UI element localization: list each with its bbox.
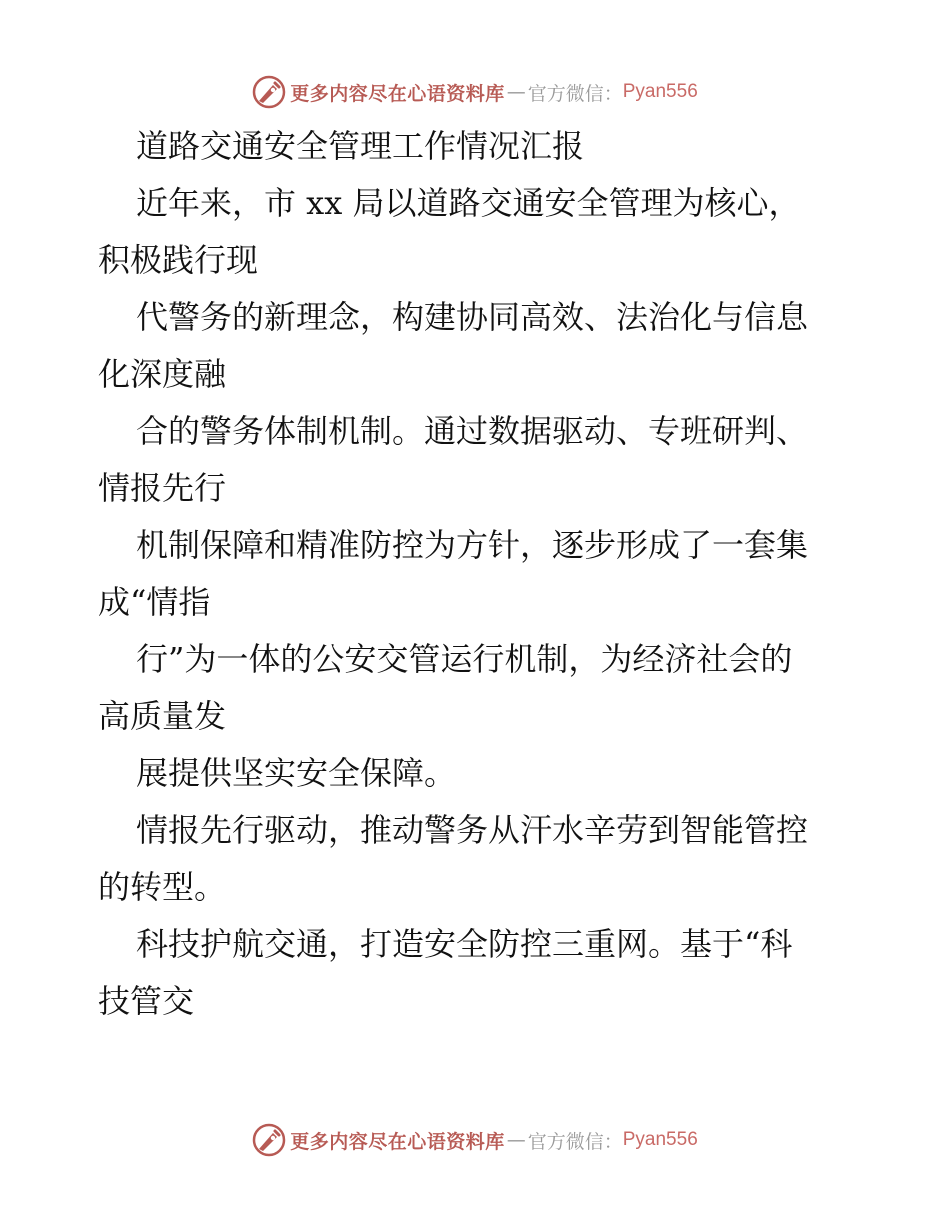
banner-dash: —: [506, 81, 526, 103]
paragraph-line: 的转型。: [98, 868, 227, 906]
paragraph-line: 情报先行: [98, 469, 227, 507]
banner-text: 更多内容尽在心语资料库: [290, 82, 505, 105]
footer-banner: [0, 1120, 950, 1160]
banner-text: 更多内容尽在心语资料库: [290, 1130, 505, 1153]
paragraph-line: 高质量发: [98, 697, 227, 735]
paragraph-line: 积极践行现: [98, 241, 259, 279]
paragraph-line: 展提供坚实安全保障。: [136, 754, 457, 792]
pen-nib-icon: [252, 75, 286, 109]
paragraph-line: 机制保障和精准防控为方针，逐步形成了一套集: [136, 526, 809, 564]
document-body: [98, 118, 858, 1030]
wechat-label: 官方微信：: [527, 1130, 623, 1153]
paragraph-line: 代警务的新理念，构建协同高效、法治化与信息: [136, 298, 809, 336]
paragraph-line: 化深度融: [98, 355, 227, 393]
banner-dash: —: [506, 1129, 526, 1151]
document-title: 道路交通安全管理工作情况汇报: [136, 127, 585, 165]
pen-nib-icon: [252, 1123, 286, 1157]
paragraph-line: 成“情指: [98, 583, 211, 621]
paragraph-line: 科技护航交通，打造安全防控三重网。基于“科: [136, 925, 793, 963]
wechat-id: Pyan556: [622, 81, 698, 102]
paragraph-line: 情报先行驱动，推动警务从汗水辛劳到智能管控: [136, 811, 809, 849]
wechat-id: Pyan556: [622, 1129, 698, 1150]
paragraph-line: 行”为一体的公安交管运行机制，为经济社会的: [136, 640, 793, 678]
wechat-label: 官方微信：: [527, 82, 623, 105]
paragraph-line: 技管交: [98, 982, 195, 1020]
paragraph-line: 合的警务体制机制。通过数据驱动、专班研判、: [136, 412, 809, 450]
header-banner: [0, 72, 950, 112]
paragraph-line: 近年来，市 xx 局以道路交通安全管理为核心，: [136, 184, 801, 222]
